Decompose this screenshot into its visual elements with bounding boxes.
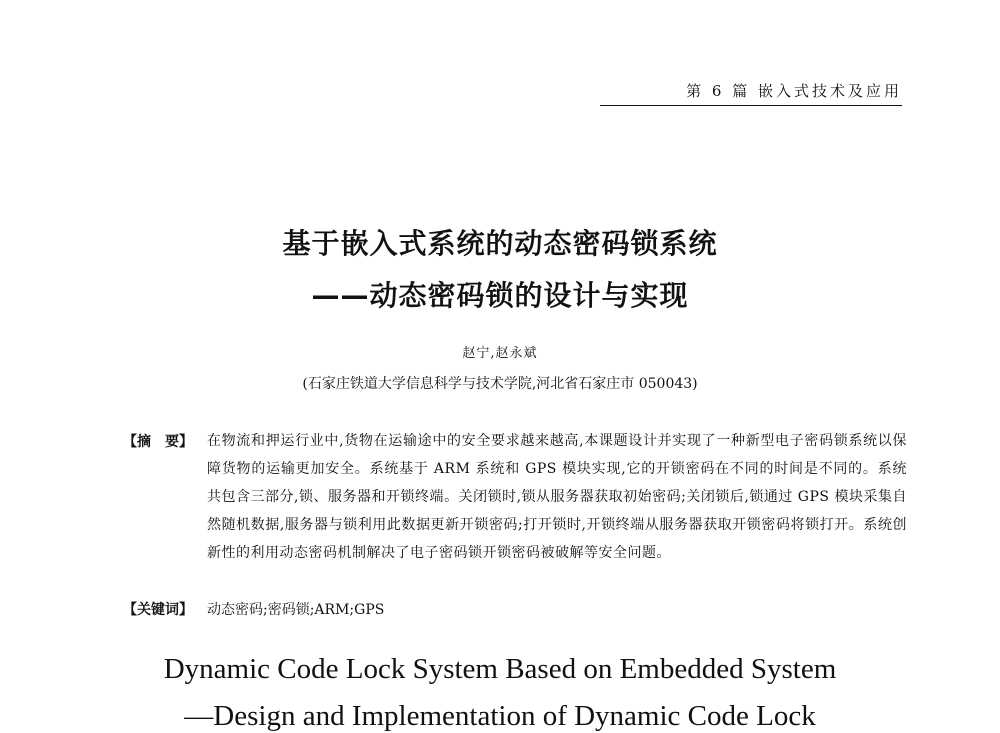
- authors: 赵宁,赵永斌: [462, 346, 538, 361]
- paper-title-cn: 基于嵌入式系统的动态密码锁系统: [282, 227, 718, 260]
- paper-subtitle-cn: ——动态密码锁的设计与实现: [311, 279, 689, 312]
- abstract-label: 【摘 要】: [123, 434, 193, 450]
- affiliation: (石家庄铁道大学信息科学与技术学院,河北省石家庄市 050043): [302, 376, 698, 392]
- paper-subtitle-en: —Design and Implementation of Dynamic Code Lock: [184, 700, 816, 732]
- keywords-label: 【关键词】: [123, 602, 193, 618]
- paper-title-en: Dynamic Code Lock System Based on Embedded System: [163, 653, 837, 685]
- running-header: 第 6 篇 嵌入式技术及应用: [600, 80, 902, 106]
- keywords-text: 动态密码;密码锁;ARM;GPS: [207, 602, 385, 618]
- abstract-text: 在物流和押运行业中,货物在运输途中的安全要求越来越高,本课题设计并实现了一种新型电子密码锁系统以保障货物的运输更加安全。系统基于 ARM 系统和 GPS 模块实现,它的开锁密码在不同的时间是不同的。系统共包含三部分,锁、服务器和开锁终端。关闭锁时,锁从服务器获取初始密码;关闭锁后,锁通过 GPS 模块采集自然随机数据,服务器与锁利用此数据更新开锁密码;打开锁时,开锁终端从服务器获取开锁密码将锁打开。系统创新性的利用动态密码机制解决了电子密码锁开锁密码被破解等安全问题。: [207, 433, 907, 561]
